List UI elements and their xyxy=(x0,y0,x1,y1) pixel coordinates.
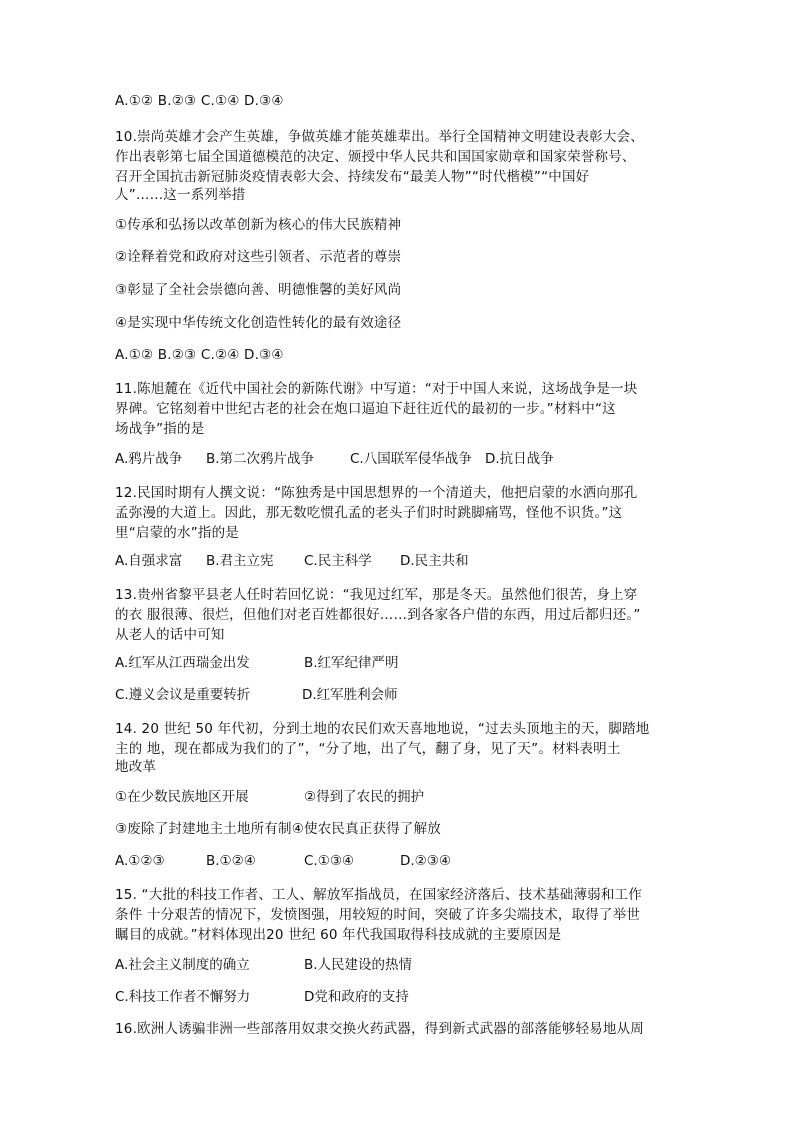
q15-option-c: C.科技工作者不懈努力 xyxy=(115,989,251,1005)
q14-option-b: B.①②④ xyxy=(206,853,256,869)
q15-option-d: D党和政府的支持 xyxy=(304,989,409,1005)
q10-statement-2: ②诠释着党和政府对这些引领者、示范者的尊崇 xyxy=(115,249,402,265)
q13-stem-line-1: 13.贵州省黎平县老人任时若回忆说：“我见过红军，那是冬天。虽然他们很苦，身上穿 xyxy=(115,587,638,603)
q10-statement-4: ④是实现中华传统文化创造性转化的最有效途径 xyxy=(115,315,402,331)
q13-stem-line-3: 从老人的话中可知 xyxy=(115,627,225,643)
q16-stem-line-1: 16.欧洲人诱骗非洲一些部落用奴隶交换火药武器，得到新式武器的部落能够轻易地从周 xyxy=(115,1021,644,1037)
q11-stem-line-1: 11.陈旭麓在《近代中国社会的新陈代谢》中写道：“对于中国人来说，这场战争是一块 xyxy=(115,381,638,397)
q15-stem-line-1: 15. “大批的科技工作者、工人、解放军指战员，在国家经济落后、技术基础薄弱和工作 xyxy=(115,887,642,903)
q10-stem-line-4: 人”……这一系列举措 xyxy=(115,187,246,203)
q14-option-c: C.①③④ xyxy=(304,853,355,869)
q11-option-a: A.鸦片战争 xyxy=(115,451,183,467)
q13-option-c: C.遵义会议是重要转折 xyxy=(115,687,251,703)
q10-options: A.①② B.②③ C.②④ D.③④ xyxy=(115,347,284,363)
q11-option-b: B.第二次鸦片战争 xyxy=(206,451,315,467)
q11-stem-line-2: 界碑。它铭刻着中世纪古老的社会在炮口逼迫下赶往近代的最初的一步。”材料中“这 xyxy=(115,401,616,417)
q14-stem-line-3: 地改革 xyxy=(115,759,157,775)
q12-option-d: D.民主共和 xyxy=(400,553,469,569)
q15-stem-line-3: 瞩目的成就。”材料体现出20 世纪 60 年代我国取得科技成就的主要原因是 xyxy=(115,927,562,943)
q11-stem-line-3: 场战争”指的是 xyxy=(115,421,205,437)
q14-option-a: A.①②③ xyxy=(115,853,165,869)
q13-option-a: A.红军从江西瑞金出发 xyxy=(115,655,250,671)
q13-option-d: D.红军胜利会师 xyxy=(302,687,398,703)
q12-option-b: B.君主立宪 xyxy=(206,553,274,569)
q13-stem-line-2: 的衣 服很薄、很烂，但他们对老百姓都很好……到各家各户借的东西，用过后都归还。” xyxy=(115,607,641,623)
q11-option-d: D.抗日战争 xyxy=(485,451,554,467)
q15-option-b: B.人民建设的热情 xyxy=(304,957,413,973)
q13-option-b: B.红军纪律严明 xyxy=(304,655,399,671)
q14-statement-2: ②得到了农民的拥护 xyxy=(304,789,425,805)
q12-stem-line-3: 里“启蒙的水”指的是 xyxy=(115,525,239,541)
q14-statement-3-4: ③废除了封建地主土地所有制④使农民真正获得了解放 xyxy=(115,821,442,837)
q12-option-a: A.自强求富 xyxy=(115,553,183,569)
q14-stem-line-2: 主的 地，现在都成为我们的了”，“分了地，出了气，翻了身，见了天”。材料表明土 xyxy=(115,741,621,757)
q10-stem-line-1: 10.崇尚英雄才会产生英雄，争做英雄才能英雄辈出。举行全国精神文明建设表彰大会、 xyxy=(115,129,644,145)
q11-option-c: C.八国联军侵华战争 xyxy=(350,451,472,467)
q12-stem-line-2: 孟弥漫的大道上。因此，那无数吃惯孔孟的老头子们时时跳脚痛骂，怪他不识货。”这 xyxy=(115,505,623,521)
q14-stem-line-1: 14. 20 世纪 50 年代初，分到土地的农民们欢天喜地地说，“过去头顶地主的天，脚踏地 xyxy=(115,721,650,737)
q10-stem-line-2: 作出表彰第七届全国道德模范的决定、颁授中华人民共和国国家勋章和国家荣誉称号、 xyxy=(115,149,636,165)
q10-stem-line-3: 召开全国抗击新冠肺炎疫情表彰大会、持续发布“最美人物”“时代楷模”“中国好 xyxy=(115,169,590,185)
q12-stem-line-1: 12.民国时期有人撰文说：“陈独秀是中国思想界的一个清道夫，他把启蒙的水洒向那孔 xyxy=(115,485,638,501)
q15-stem-line-2: 条件 十分艰苦的情况下，发愤图强，用较短的时间，突破了许多尖端技术，取得了举世 xyxy=(115,907,641,923)
q10-statement-3: ③彰显了全社会崇德向善、明德惟馨的美好风尚 xyxy=(115,282,402,298)
q14-option-d: D.②③④ xyxy=(400,853,451,869)
q12-option-c: C.民主科学 xyxy=(304,553,372,569)
q15-option-a: A.社会主义制度的确立 xyxy=(115,957,250,973)
q14-statement-1: ①在少数民族地区开展 xyxy=(115,789,249,805)
q10-statement-1: ①传承和弘扬以改革创新为核心的伟大民族精神 xyxy=(115,217,402,233)
q9-options: A.①② B.②③ C.①④ D.③④ xyxy=(115,93,284,109)
